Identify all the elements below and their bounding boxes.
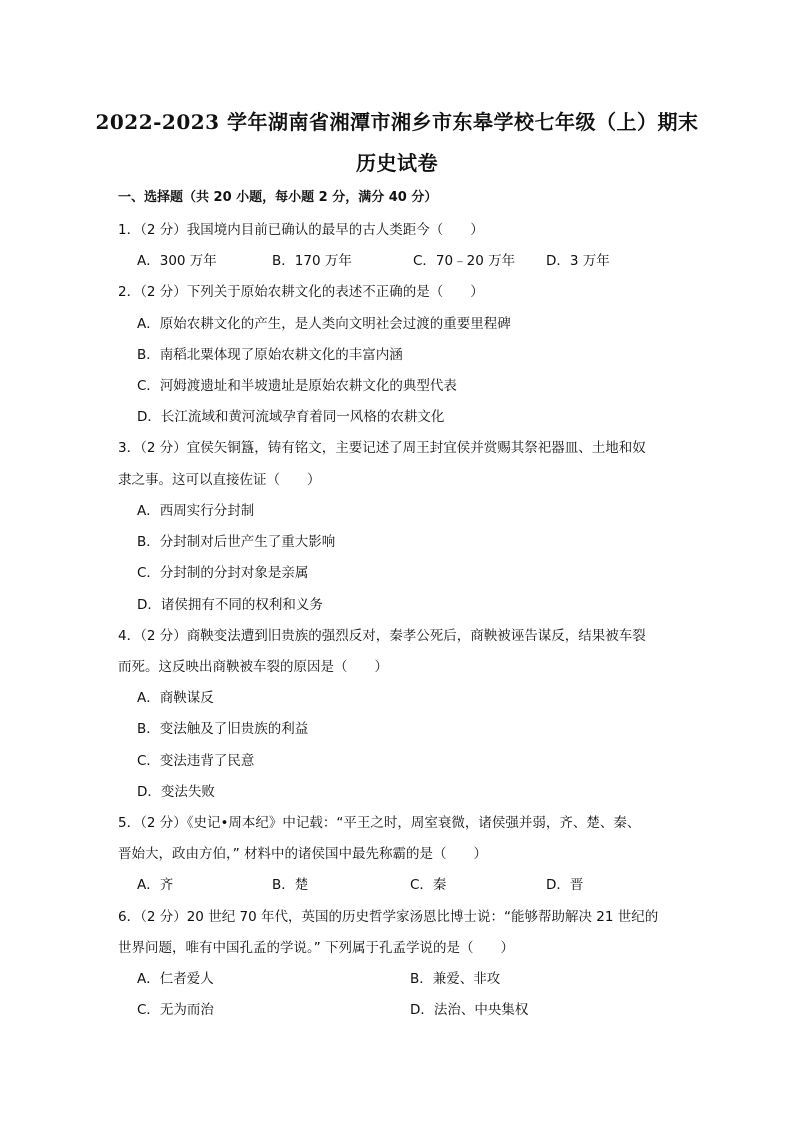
question-3-stem-line1: 3．（2 分）宜侯矢铜簋，铸有铭文，主要记述了周王封宜侯并赏赐其祭祀器皿、土地和奴 <box>118 440 646 456</box>
question-3-option-a: A．西周实行分封制 <box>137 503 255 519</box>
question-1-option-b: B．170 万年 <box>272 253 352 269</box>
question-2-stem: 2．（2 分）下列关于原始农耕文化的表述不正确的是（ ） <box>118 284 484 300</box>
section-heading: 一、选择题（共 20 小题，每小题 2 分，满分 40 分） <box>118 190 438 205</box>
exam-title-line2: 历史试卷 <box>356 151 438 175</box>
question-2-option-a: A．原始农耕文化的产生，是人类向文明社会过渡的重要里程碑 <box>137 316 511 332</box>
question-5-option-b: B．楚 <box>272 877 309 893</box>
question-1-option-d: D．3 万年 <box>546 253 610 269</box>
question-6-stem-line1: 6．（2 分）20 世纪 70 年代，英国的历史哲学家汤恩比博士说：“能够帮助解决 21 世纪的 <box>118 909 659 925</box>
question-2-option-b: B．南稻北粟体现了原始农耕文化的丰富内涵 <box>137 347 403 363</box>
question-4-option-b: B．变法触及了旧贵族的利益 <box>137 721 309 737</box>
question-3-option-d: D．诸侯拥有不同的权利和义务 <box>137 597 323 613</box>
question-5-option-c: C．秦 <box>410 877 447 893</box>
question-6-option-d: D．法治、中央集权 <box>410 1002 529 1018</box>
question-5-option-a: A．齐 <box>137 877 174 893</box>
question-5-stem-line1: 5．（2 分）《史记•周本纪》中记载：“平王之时，周室衰微，诸侯强并弱，齐、楚、秦、 <box>118 815 641 831</box>
question-5-option-d: D．晋 <box>546 877 584 893</box>
question-1-option-a: A．300 万年 <box>137 253 217 269</box>
question-5-stem-line2: 晋始大，政由方伯，” 材料中的诸侯国中最先称霸的是（ ） <box>118 846 488 862</box>
question-6-option-a: A．仁者爱人 <box>137 971 214 987</box>
question-4-stem-line1: 4．（2 分）商鞅变法遭到旧贵族的强烈反对，秦孝公死后，商鞅被诬告谋反，结果被车裂 <box>118 628 646 644</box>
question-3-option-c: C．分封制的分封对象是亲属 <box>137 565 309 581</box>
question-6-option-b: B．兼爱、非攻 <box>410 971 501 987</box>
question-2-option-c: C．河姆渡遗址和半坡遗址是原始农耕文化的典型代表 <box>137 378 457 394</box>
question-4-stem-line2: 而死。这反映出商鞅被车裂的原因是（ ） <box>118 659 388 675</box>
question-3-option-b: B．分封制对后世产生了重大影响 <box>137 534 336 550</box>
question-4-option-a: A．商鞅谋反 <box>137 690 214 706</box>
question-3-stem-line2: 隶之事。这可以直接佐证（ ） <box>118 472 321 488</box>
question-1-option-c: C．70﹣20 万年 <box>413 253 516 269</box>
exam-title-line1: 2022-2023 学年湖南省湘潭市湘乡市东皋学校七年级（上）期末 <box>95 110 699 134</box>
question-4-option-c: C．变法违背了民意 <box>137 753 255 769</box>
question-6-option-c: C．无为而治 <box>137 1002 214 1018</box>
question-2-option-d: D．长江流域和黄河流域孕育着同一风格的农耕文化 <box>137 409 445 425</box>
question-6-stem-line2: 世界问题，唯有中国孔孟的学说。” 下列属于孔孟学说的是（ ） <box>118 940 515 956</box>
question-4-option-d: D．变法失败 <box>137 784 215 800</box>
question-1-stem: 1．（2 分）我国境内目前已确认的最早的古人类距今（ ） <box>118 222 484 238</box>
